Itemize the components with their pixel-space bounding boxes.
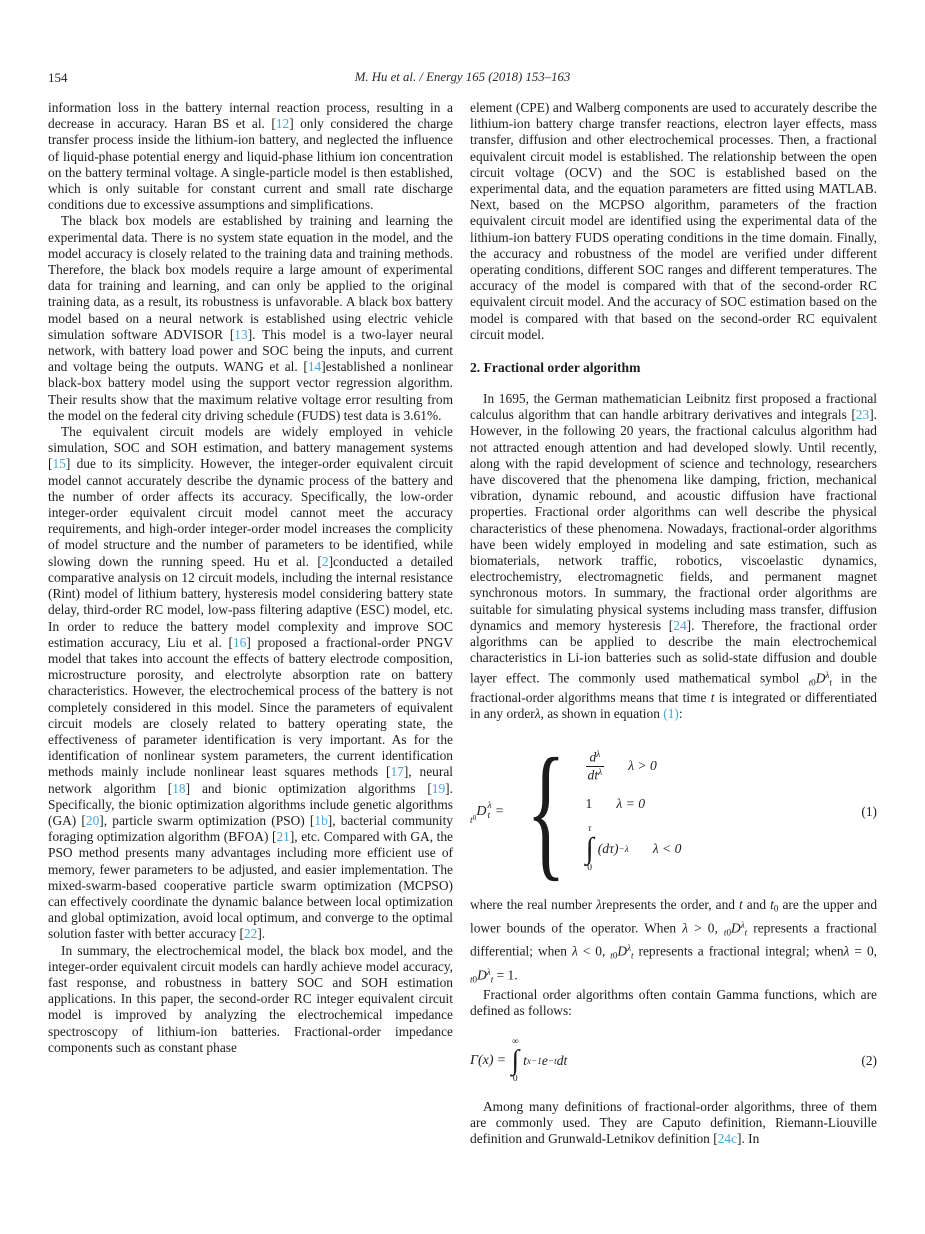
text-segment: λ (740, 919, 745, 930)
equation-1-lhs (470, 800, 510, 826)
e-exponent: −t (547, 1056, 557, 1067)
text-segment: D (815, 670, 826, 686)
equation-1-cases (576, 749, 682, 873)
frac-num-sup: λ (596, 749, 601, 760)
citation-link[interactable]: 17 (390, 764, 404, 780)
gamma-function: Γ(x) (470, 1053, 494, 1069)
text-segment: ] and bionic optimization algorithms [ (185, 780, 432, 796)
text-segment: 0 (773, 903, 779, 914)
paragraph (470, 1099, 877, 1148)
text-segment: t (723, 927, 727, 938)
text-segment: and (742, 896, 771, 912)
dt-differential: dt (556, 1053, 568, 1069)
citation-link[interactable]: 12 (275, 116, 290, 132)
equation-1 (470, 728, 877, 895)
text-segment: t (744, 927, 748, 938)
text-segment: t (610, 950, 613, 961)
integral-with-limits (511, 1038, 519, 1085)
text-segment: ]. Therefore, the fractional order algorithms can be applied to describe the main electrochemical characteristics in Li-ion batteries such as solid-state diffusion and double layer effect. The commonly used mathematical symbol (470, 617, 877, 686)
citation-link[interactable]: 20 (85, 812, 100, 828)
text-segment: : (678, 706, 683, 722)
text-segment: ]. In (737, 1131, 760, 1147)
citation-link[interactable]: 13 (234, 326, 248, 342)
condition-positive: λ > 0 (628, 758, 657, 774)
paragraph (48, 424, 453, 943)
text-segment: t (710, 689, 715, 705)
text-segment: = 0, (849, 943, 877, 959)
citation-link[interactable]: 2 (321, 553, 329, 569)
text-segment: are the upper and lower bounds of the operator. When (470, 896, 878, 936)
integral-lower-limit: 0 (587, 863, 593, 874)
frac-den-sup: λ (598, 766, 603, 777)
left-column (48, 100, 453, 1147)
equation-1-explanation (470, 897, 877, 1020)
integral-sign: ∫ (585, 832, 594, 866)
text-segment: where the real number (470, 896, 597, 912)
text-segment: D (477, 967, 487, 983)
citation-link[interactable]: 18 (172, 780, 186, 796)
text-segment: t (739, 896, 743, 912)
text-segment: represents a fractional integral; when (633, 943, 844, 959)
integral-lower-limit: 0 (512, 1074, 518, 1085)
citation-link[interactable]: 15 (52, 456, 66, 472)
equation-1-number: (1) (861, 803, 877, 819)
eq1-sub-t: t (487, 810, 491, 821)
text-segment: The equivalent circuit models are widely employed in vehicle simulation, SOC and SOH estimation, and battery management systems [ (48, 424, 453, 472)
text-segment: Among many definitions of fractional-order algorithms, three of them are commonly used. They are Caputo definition, Riemann-Liouville definition and Grunwald-Letnikov definition [ (470, 1098, 877, 1147)
text-segment: Fractional order algorithms often contain Gamma functions, which are defined as follows: (470, 987, 877, 1019)
t-base: t (523, 1053, 527, 1069)
definitions-paragraph (470, 1099, 877, 1148)
text-segment: λ (486, 966, 491, 977)
text-segment: ] only considered the charge transfer process inside the lithium-ion battery, and neglected the influence of liquid-phase potential energy and liquid-phase lithium ion concentration on the battery terminal voltage. A single-particle model is then established, which is only suitable for constant current and small rate discharge conditions due to excessive assumptions and simplifications. (48, 116, 453, 213)
equation-2-number: (2) (861, 1053, 877, 1069)
text-segment: ]. This model is a two-layer neural network, with battery load power and SOC being the inputs, and current and voltage being the outputs. WANG et al. [ (48, 326, 453, 375)
text-segment: λ (596, 896, 602, 912)
text-segment: t (631, 950, 634, 961)
citation-link[interactable]: 21 (276, 829, 290, 845)
text-segment: ], bacterial community foraging optimization algorithm (BFOA) [ (48, 812, 453, 845)
equation-2-lhs (470, 1053, 511, 1069)
equation-2 (470, 1038, 877, 1085)
text-segment: 0 (612, 950, 618, 961)
text-segment: t (770, 896, 774, 912)
page-number: 154 (48, 70, 68, 85)
text-segment: t (490, 974, 494, 984)
text-segment: ]. However, in the following 20 years, the fractional calculus algorithm had not attracted enough attention and had developed slowly. Until recently, along with the rapid development of science and technology, researchers have discovered that the phenomena like damping, friction, mechanical vibration, dynamic rebound, and acoustic diffusion have fractional properties. Fractional order algorithms can well describe the physical characteristics of these phenomena. Nowadays, fractional-order algorithms have been widely employed in modeling and sate estimation, such as biomaterials, network traffic, robotics, viscoelastic dynamics, electrochemistry, electromagnetic fields, and permanent magnet synchronous motors. In summary, the fractional order algorithms are suitable for simulating physical systems including mass transfer, diffusion dynamics and memory hysteresis [ (470, 407, 877, 633)
t-exponent: x−1 (526, 1056, 542, 1067)
equation-2-integrand (523, 1053, 567, 1069)
citation-link[interactable]: 1b (314, 812, 328, 828)
text-segment: represents a fractional differential; when (470, 920, 877, 959)
derivative-fraction (586, 749, 605, 782)
case-row-derivative (586, 749, 682, 782)
text-segment: element (CPE) and Walberg components are used to accurately describe the lithium-ion battery charge transfer reactions, electron layer effects, mass transfer, diffusion and other electrochemical processes. Then, a fractional equivalent circuit model is established. The relationship between the open circuit voltage (OCV) and the SOC is established based on the experimental data, and the equation parameters are fitted using MATLAB. Next, based on the MCPSO algorithm, parameters of the fraction equivalent circuit model are identified using the experimental data of the lithium-ion battery FUDS operating conditions in the time domain. Finally, the accuracy and robustness of the model are verified under different operating conditions, different SOC ranges and different temperatures. The accuracy of the model is compared with that of the second-order RC equivalent circuit model. And the accuracy of SOC estimation based on the model is compared with that based on the second-order RC equivalent circuit model. (470, 100, 877, 342)
condition-zero: λ = 0 (616, 795, 645, 811)
case-row-one (586, 793, 682, 815)
text-segment: ]. (257, 926, 266, 942)
text-segment: = 1. (493, 967, 518, 983)
condition-negative: λ < 0 (652, 841, 682, 857)
eq1-presub-0: 0 (472, 813, 477, 823)
citation-link[interactable]: 24c (717, 1131, 738, 1147)
two-column-body (48, 100, 877, 1147)
integral-upper-limit: ∞ (511, 1036, 519, 1047)
text-segment: information loss in the battery internal reaction process, resulting in a decrease in accuracy. Haran BS et al. [ (48, 100, 453, 132)
citation-link[interactable]: 19 (431, 780, 446, 796)
case-value-one: 1 (585, 795, 593, 811)
integrand: (dτ) (597, 841, 619, 857)
text-segment: ]conducted a detailed comparative analysis on 12 circuit models, including the internal resistance (Rint) model of lithium battery, hysteresis model considering battery state delay, third-order RC model, low-pass filtering adaptive (ESC) model, etc. In order to reduce the battery model complexity and improve SOC estimation accuracy, Liu et al. [ (48, 553, 453, 650)
text-segment: In summary, the electrochemical model, the black box model, and the integer-order equivalent circuit models can hardly achieve model accuracy, fast response, and robustness in battery SOC and SOH estimation applications. In this paper, the second-order RC integer equivalent circuit model is improved by analyzing the electrochemical impedance spectroscopy of lithium-ion batteries. Fractional-order impedance components such as constant phase (48, 942, 453, 1055)
citation-link[interactable]: 16 (232, 634, 247, 650)
text-segment: λ (682, 920, 689, 936)
integral-upper-limit: τ (587, 823, 592, 834)
right-column (470, 100, 877, 1147)
text-segment: t (829, 676, 832, 687)
paragraph (470, 987, 877, 1019)
citation-link[interactable]: 22 (243, 926, 258, 942)
right-column-intro (470, 100, 877, 343)
eq1-presub-t: t (470, 815, 473, 826)
text-segment: > 0, (688, 920, 724, 936)
text-segment: The black box models are established by training and learning the experimental data. There is no system state equation in the model, and the model accuracy is closely related to the training data and training methods. Therefore, the black box models require a large amount of experimental data for training and learning, and can only be applied to the original training data, as a result, its robustness is unfavorable. A black box battery model based on a neural network is established using electric vehicle simulation software ADVISOR [ (48, 213, 453, 342)
text-segment: < 0, (577, 943, 611, 959)
section-heading: 2. Fractional order algorithm (470, 360, 641, 376)
text-segment: in the fractional-order algorithms means that time (470, 670, 877, 705)
paragraph (48, 100, 453, 213)
text-segment: represents the order, and (601, 896, 740, 912)
frac-num: d (589, 750, 597, 765)
section-2-intro (470, 391, 877, 722)
text-segment: t (470, 974, 473, 984)
citation-link[interactable]: (1) (663, 706, 679, 722)
text-segment: t (808, 676, 812, 687)
e-base: e (541, 1053, 548, 1069)
running-header (48, 70, 877, 86)
text-segment: ]. Specifically, the bionic optimization algorithms include genetic algorithms (GA) [ (48, 780, 453, 828)
cases-brace: { (525, 728, 566, 895)
eq1-order-lambda: λ (487, 800, 492, 811)
equals-sign: = (495, 803, 504, 819)
equals-sign: = (497, 1053, 506, 1069)
text-segment: In 1695, the German mathematician Leibnitz first proposed a fractional calculus algorithm that can handle arbitrary derivatives and integrals [ (470, 391, 877, 423)
text-segment: λ (843, 943, 850, 959)
text-segment: ] due to its simplicity. However, the integer-order equivalent circuit model cannot accurately describe the dynamic process of the battery and the number of order affects its accuracy. Specifically, the low-order integer-order equivalent circuit model cannot meet the accuracy requirements, and high-order integer-order model increases the complicity of model structure and the number of parameters to be identified, while slowing down the running speed. Hu et al. [ (48, 456, 453, 569)
citation-link[interactable]: 14 (307, 359, 322, 375)
text-segment: ], particle swarm optimization (PSO) [ (99, 812, 315, 828)
paragraph (470, 391, 877, 722)
text-segment: 0 (726, 927, 732, 938)
paragraph (48, 213, 453, 424)
text-segment: ], neural network algorithm [ (48, 764, 453, 796)
citation-link[interactable]: 24 (673, 617, 687, 633)
case-row-integral (586, 825, 682, 874)
text-segment: , as shown in equation (540, 706, 664, 722)
frac-den: dt (587, 767, 599, 783)
integral-sign: ∫ (511, 1045, 520, 1077)
text-segment: ] proposed a fractional-order PNGV model that takes into account the effects of battery electrode composition, microstructure porosity, and electrolyte absorption rate on battery characteristics. However, the electrochemical process of the battery is not completely considered in this model. Since the parameters of equivalent circuit models are closely related to battery operating state, the effectiveness of parameter identification is very important. As for the identification of nonlinear system parameters, the current identification methods mainly include nonlinear least squares methods [ (48, 634, 453, 780)
paragraph (470, 100, 877, 343)
text-segment: λ (627, 943, 632, 954)
text-segment: ], etc. Compared with GA, the PSO method presents many advantages including more efficient use of memory, fewer parameters to be adjusted, and easier implementation. The mixed-swarm-based cooperative particle swarm optimization (MCPSO) can effectively coordinate the dynamic balance between local optimization and global optimization, avoid local optimum, and converge to the optimal solution faster with better accuracy [ (48, 829, 453, 942)
text-segment: λ (534, 706, 541, 722)
text-segment: D (617, 943, 628, 959)
text-segment: λ (571, 943, 578, 959)
text-segment: D (731, 920, 741, 936)
integrand-exponent: −λ (618, 844, 629, 855)
text-segment: 0 (472, 974, 478, 984)
paragraph (470, 897, 877, 987)
integral-with-limits (586, 825, 594, 874)
eq1-operator-D: D (476, 803, 487, 819)
text-segment: 0 (811, 676, 816, 687)
running-head-title: M. Hu et al. / Energy 165 (2018) 153–163 (354, 70, 571, 84)
text-segment: λ (825, 669, 830, 680)
text-segment: ]established a nonlinear black-box battery model using the support vector regression algorithm. Their results show that the maximum relative voltage error resulting from the model on the federal city driving schedule (FUDS) test data is 3.61%. (48, 359, 453, 423)
text-segment: is integrated or differentiated in any order (470, 689, 877, 722)
citation-link[interactable]: 23 (855, 407, 870, 423)
paragraph (48, 943, 453, 1056)
